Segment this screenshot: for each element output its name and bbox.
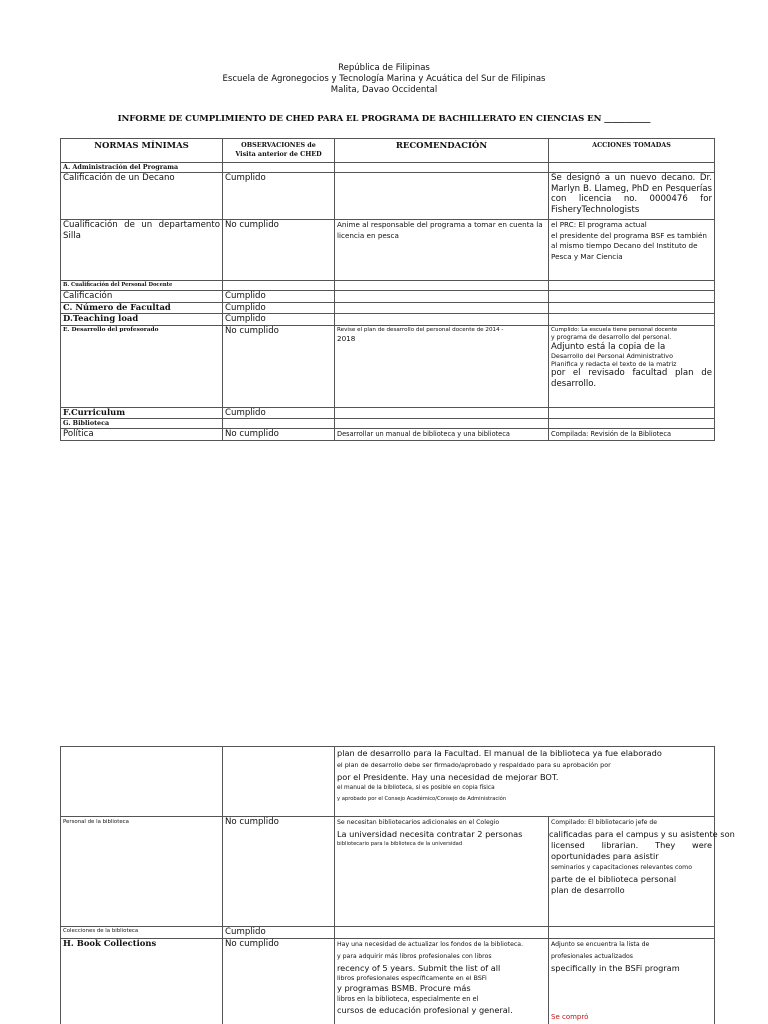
rec-line: bibliotecario para la biblioteca de la universidad [337,841,463,847]
accion-line: licensed librarian. They were oportunidades para asistir [551,840,713,861]
table-row [61,817,715,927]
compliance-table-page2 [60,746,735,1024]
recomendacion-cell [335,325,549,407]
table-row [61,325,715,407]
table-row [61,927,715,939]
header-country: República de Filipinas [338,63,430,73]
empty-cell [549,927,715,939]
header-observaciones-line2: Visita anterior de CHED [235,150,322,158]
norma-cell: Cualificación de un departamento Silla [61,220,223,281]
report-title: INFORME DE CUMPLIMIENTO DE CHED PARA EL PROGRAMA DE BACHILLERATO EN CIENCIAS EN ___________ [117,114,651,124]
norma-cell: C. Número de Facultad [61,302,223,314]
observacion-cell: No cumplido [223,817,335,927]
empty-cell [549,419,715,429]
norma-cell: H. Book Collections [61,938,223,1024]
accion-cell [549,817,735,927]
accion-line: plan de desarrollo [551,885,625,895]
header-school: Escuela de Agronegocios y Tecnología Marina y Acuática del Sur de Filipinas [222,74,546,84]
table-header-row [61,139,715,163]
document-header [0,63,768,96]
header-location: Malita, Davao Occidental [330,85,438,95]
header-normas: NORMAS MÍNIMAS [61,139,223,163]
rec-line: Se necesitan bibliotecarios adicionales en el Colegio [337,819,500,826]
observacion-cell: Cumplido [223,173,335,220]
recomendacion-cell [335,817,549,927]
norma-cell: D.Teaching load [61,314,223,326]
rec-line: libros profesionales específicamente en el BSFi [337,973,487,982]
table-row [61,302,715,314]
accion-line-red: Se compró [551,1012,589,1021]
section-row [61,163,715,173]
empty-cell [335,302,549,314]
norma-cell: Calificación [61,291,223,303]
empty-cell [335,281,549,291]
rec-line: recency of 5 years. Submit the list of all [337,962,501,973]
rec-line: el plan de desarrollo debe ser firmado/aprobado y respaldado para su aprobación por [337,761,611,769]
observacion-cell: Cumplido [223,407,335,419]
rec-line: el manual de la biblioteca, si es posible en copia física [337,785,495,791]
accion-cell [549,938,715,1024]
table-row [61,314,715,326]
compliance-table-page1 [60,138,715,441]
norma-cell: Calificación de un Decano [61,173,223,220]
empty-cell [549,163,715,173]
empty-cell [549,281,715,291]
norma-cell: F.Curriculum [61,407,223,419]
section-row [61,419,715,429]
recomendacion-cell: Desarrollar un manual de biblioteca y una biblioteca [335,429,549,441]
empty-cell [335,419,549,429]
recomendacion-cell [335,173,549,220]
spacer [551,974,712,1012]
table-row [61,938,715,1024]
table-row [61,429,715,441]
accion-cell: Compilada: Revisión de la Biblioteca [549,429,715,441]
rec-line: La universidad necesita contratar 2 personas [337,829,523,839]
accion-line: parte de el biblioteca personal [551,874,677,884]
accion-line: el PRC: El programa actual [551,220,647,229]
empty-cell [549,302,715,314]
rec-line: y para adquirir más libros profesionales con libros [337,952,492,960]
empty-cell [335,927,549,939]
accion-line: el presidente del programa BSF es también al mismo tiempo Decano del Instituto de Pesca y Mar Ciencia [551,230,707,261]
norma-cell: E. Desarrollo del profesorado [61,325,223,407]
accion-line: calificadas para el campus y su asistente son [549,829,735,839]
norma-cell: Política [61,429,223,441]
observacion-cell: No cumplido [223,429,335,441]
rec-line: plan de desarrollo para la Facultad. El manual de la biblioteca ya fue elaborado [337,748,662,758]
section-g-label: G. Biblioteca [61,419,223,429]
empty-cell [223,747,335,817]
rec-line: 2018 [337,333,356,343]
rec-line: y programas BSMB. Procure más [337,982,471,993]
empty-cell [335,314,549,326]
recomendacion-cell [335,747,715,817]
empty-cell [223,163,335,173]
empty-cell [223,281,335,291]
accion-line: Adjunto está la copia de la [551,341,666,352]
accion-line: Planifica y redacta el texto de la matriz [551,360,677,369]
table-row [61,291,715,303]
recomendacion-cell [335,938,549,1024]
observacion-cell: No cumplido [223,220,335,281]
accion-line: Desarrollo del Personal Administrativo [551,352,673,361]
rec-line: por el Presidente. Hay una necesidad de mejorar BOT. [337,772,559,782]
rec-line: libros en la biblioteca, especialmente en el [337,994,479,1003]
norma-cell: Colecciones de la biblioteca [61,927,223,939]
rec-line: y aprobado por el Consejo Académico/Consejo de Administración [337,796,507,802]
header-observaciones [223,139,335,163]
empty-cell [549,314,715,326]
section-row [61,281,715,291]
rec-line: cursos de educación profesional y general. [337,1004,513,1015]
table-row [61,173,715,220]
accion-line: seminarios y capacitaciones relevantes como [551,864,692,871]
empty-cell [61,747,223,817]
rec-line: Hay una necesidad de actualizar los fondos de la biblioteca. [337,940,524,948]
observacion-cell: No cumplido [223,325,335,407]
empty-cell [335,407,549,419]
observacion-cell: No cumplido [223,938,335,1024]
header-recomendacion: RECOMENDACIÓN [335,139,549,163]
empty-cell [549,291,715,303]
accion-line: profesionales actualizados [551,952,634,960]
table-row [61,407,715,419]
accion-cell: Se designó a un nuevo decano. Dr. Marlyn B. Llameg, PhD en Pesquerías con licencia no. 0000476 for FisheryTechnologists [549,173,715,220]
accion-cell [549,220,715,281]
header-observaciones-line1: OBSERVACIONES de [241,141,316,149]
section-b-label: B. Cualificación del Personal Docente [61,281,223,291]
accion-line: por el revisado facultad plan de desarrollo. [551,368,712,389]
empty-cell [549,407,715,419]
recomendacion-cell: Anime al responsable del programa a tomar en cuenta la licencia en pesca [335,220,549,281]
table-row [61,747,715,817]
accion-line: specifically in the BSFi program [551,962,680,973]
empty-cell [335,291,549,303]
observacion-cell: Cumplido [223,314,335,326]
table-row [61,220,715,281]
observacion-cell: Cumplido [223,291,335,303]
accion-line: Compilado: El bibliotecario jefe de [551,819,658,826]
accion-line: Cumplido: La escuela tiene personal docente [551,326,678,333]
norma-cell: Personal de la biblioteca [61,817,223,927]
accion-line: y programa de desarrollo del personal. [551,333,672,341]
rec-line: Revise el plan de desarrollo del personal docente de 2014 - [337,326,504,333]
header-acciones: ACCIONES TOMADAS [549,139,715,163]
accion-line: Adjunto se encuentra la lista de [551,940,650,948]
empty-cell [335,163,549,173]
observacion-cell: Cumplido [223,302,335,314]
section-a-label: A. Administración del Programa [61,163,223,173]
accion-cell [549,325,715,407]
observacion-cell: Cumplido [223,927,335,939]
empty-cell [223,419,335,429]
